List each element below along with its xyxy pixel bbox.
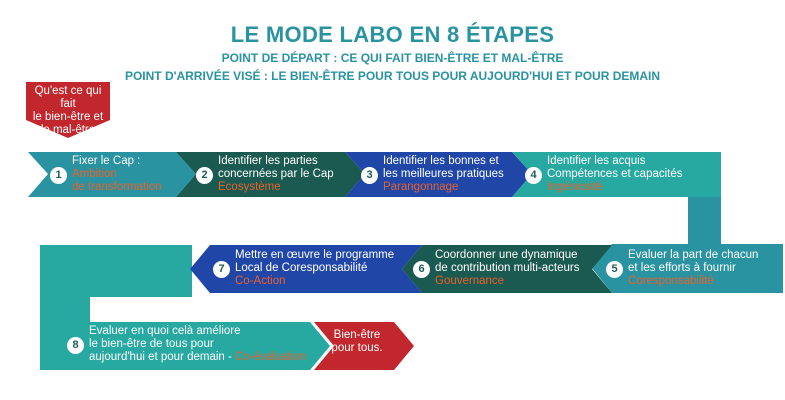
step-1-number: 1 bbox=[50, 167, 67, 184]
step-8-number: 8 bbox=[67, 337, 84, 354]
step-4-line-2: Compétences et capacités bbox=[547, 168, 683, 180]
step-7-line-2: Local de Coresponsabilité bbox=[235, 262, 368, 274]
step-3-line-1: Identifier les bonnes et bbox=[383, 155, 499, 167]
page-title: LE MODE LABO EN 8 ÉTAPES bbox=[230, 22, 555, 47]
subtitle-end-point: POINT D'ARRIVÉE VISÉ : LE BIEN-ÊTRE POUR TOUS POUR AUJOURD'HUI ET POUR DEMAIN bbox=[124, 69, 661, 83]
step-5-line-1: Evaluer la part de chacun bbox=[628, 249, 759, 261]
step-6-number: 6 bbox=[413, 261, 430, 278]
start-line-1: Qu'est ce qui fait bbox=[34, 85, 102, 110]
step-1-text bbox=[72, 155, 162, 194]
step-8-line-1: Evaluer en quoi celà améliore bbox=[89, 325, 241, 337]
end-line-2: pour tous. bbox=[331, 342, 383, 354]
step-3-highlight: Parangonnage bbox=[383, 181, 459, 193]
start-line-3: le mal-être bbox=[40, 124, 96, 136]
step-3-text bbox=[383, 155, 504, 194]
start-label bbox=[26, 85, 110, 137]
step-4-text bbox=[547, 155, 683, 194]
step-4-line-1: Identifier les acquis bbox=[547, 155, 646, 167]
step-2-text bbox=[218, 155, 334, 194]
step-6-text bbox=[435, 249, 579, 288]
step-8-line-2: le bien-être de tous pour bbox=[89, 338, 214, 350]
end-line-1: Bien-être bbox=[333, 329, 381, 341]
step-7-highlight: Co-Action bbox=[235, 275, 286, 287]
step-5-number: 5 bbox=[606, 261, 623, 278]
step-4-number: 4 bbox=[525, 167, 542, 184]
step-8-highlight: Co-évaluation bbox=[235, 351, 307, 363]
step-6-line-1: Coordonner une dynamique bbox=[435, 249, 578, 261]
step-2-highlight: Ecosystème bbox=[218, 181, 281, 193]
step-5-highlight: Coresponsabilité bbox=[628, 275, 714, 287]
step-5-line-2: et les efforts à fournir bbox=[628, 262, 736, 274]
step-3-number: 3 bbox=[361, 167, 378, 184]
subtitle-start-point: POINT DE DÉPART : CE QUI FAIT BIEN-ÊTRE ET MAL-ÊTRE bbox=[221, 51, 564, 65]
step-7-text bbox=[235, 249, 394, 288]
step-2-number: 2 bbox=[196, 167, 213, 184]
step-5-text bbox=[628, 249, 758, 288]
connector-left-top bbox=[40, 245, 192, 297]
step-4-highlight: Ingéniosité bbox=[547, 181, 603, 193]
step-6-line-2: de contribution multi-acteurs bbox=[435, 262, 580, 274]
step-2-line-2: concernées par le Cap bbox=[218, 168, 334, 180]
end-label bbox=[322, 329, 392, 355]
step-1-highlight-1: Ambition bbox=[72, 168, 117, 180]
step-7-number: 7 bbox=[213, 261, 230, 278]
step-8-line-3: aujourd'hui et pour demain - bbox=[89, 351, 236, 363]
step-6-highlight: Gouvernance bbox=[435, 275, 505, 287]
start-line-2: le bien-être et bbox=[32, 111, 104, 123]
step-2-line-1: Identifier les parties bbox=[218, 155, 318, 167]
step-1-line-1: Fixer le Cap : bbox=[72, 155, 141, 167]
step-3-line-2: les meilleures pratiques bbox=[383, 168, 504, 180]
step-7-line-1: Mettre en œuvre le programme bbox=[235, 249, 395, 261]
step-8-text bbox=[89, 325, 306, 364]
step-1-highlight-2: de transformation bbox=[72, 181, 162, 193]
